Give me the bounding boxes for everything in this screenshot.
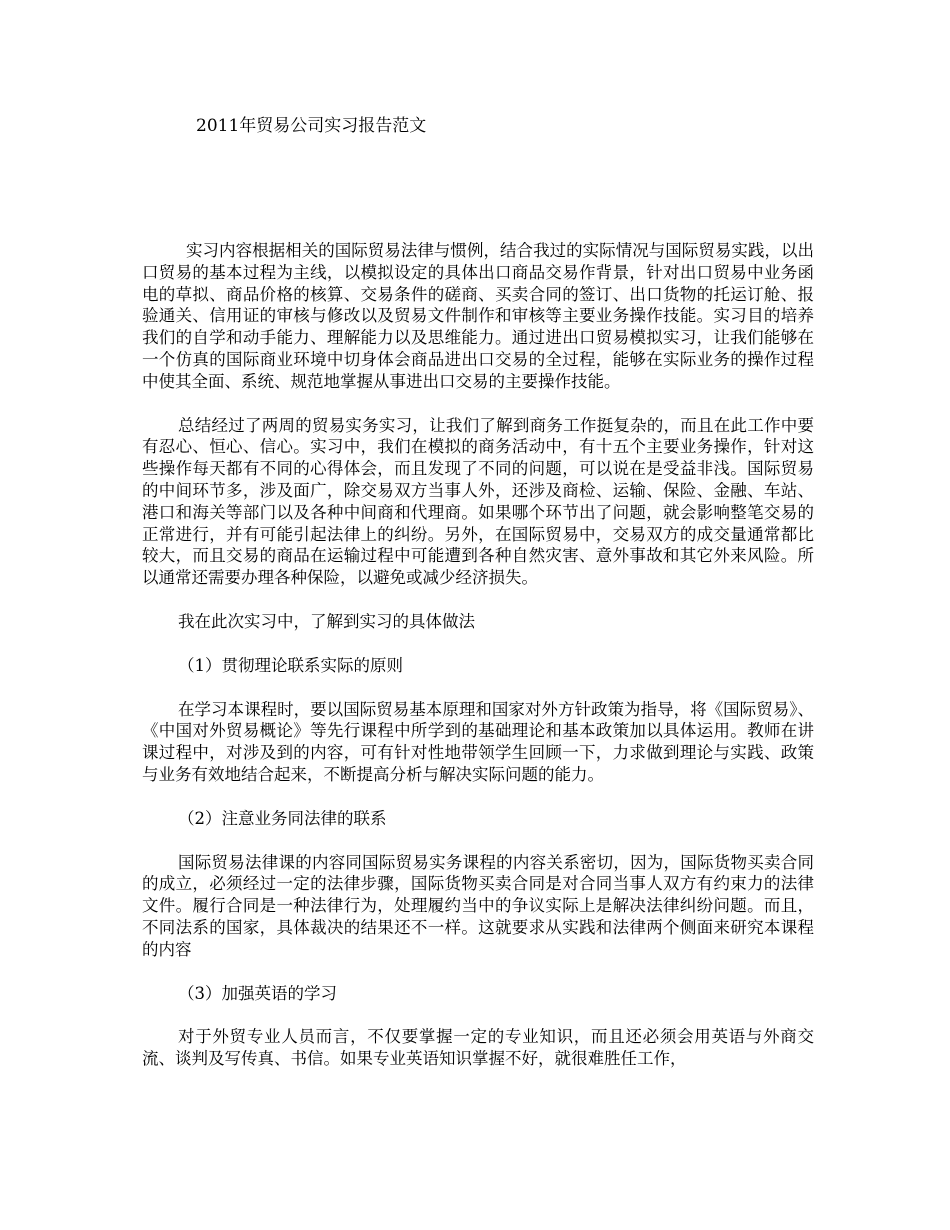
- section-heading-2: （2）注意业务同法律的联系: [178, 808, 387, 828]
- paragraph-section-2: 国际贸易法律课的内容同国际贸易实务课程的内容关系密切，因为，国际货物买卖合同的成立，必须经过一定的法律步骤，国际货物买卖合同是对合同当事人双方有约束力的法律文件。履行合同是一种法律行为，处理履约当中的争议实际上是解决法律纠纷问题。而且，不同法系的国家，具体裁决的结果还不一样。这就要求从实践和法律两个侧面来研究本课程的内容: [142, 852, 814, 959]
- paragraph-method-intro: 我在此次实习中，了解到实习的具体做法: [178, 611, 475, 631]
- document-body: [142, 240, 814, 1092]
- paragraph-section-1: 在学习本课程时，要以国际贸易基本原理和国家对外方针政策为指导，将《国际贸易》、《中国对外贸易概论》等先行课程中所学到的基础理论和基本政策加以具体运用。教师在讲课过程中，对涉及到的内容，可有针对性地带领学生回顾一下，力求做到理论与实践、政策与业务有效地结合起来，不断提高分析与解决实际问题的能力。: [142, 699, 814, 784]
- section-heading-1: （1）贯彻理论联系实际的原则: [178, 655, 403, 675]
- paragraph-summary: 总结经过了两周的贸易实务实习，让我们了解到商务工作挺复杂的，而且在此工作中要有忍心、恒心、信心。实习中，我们在模拟的商务活动中，有十五个主要业务操作，针对这些操作每天都有不同的心得体会，而且发现了不同的问题，可以说在是受益非浅。国际贸易的中间环节多，涉及面广，除交易双方当事人外，还涉及商检、运输、保险、金融、车站、港口和海关等部门以及各种中间商和代理商。如果哪个环节出了问题，就会影响整笔交易的正常进行，并有可能引起法律上的纠纷。另外，在国际贸易中，交易双方的成交量通常都比较大，而且交易的商品在运输过程中可能遭到各种自然灾害、意外事故和其它外来风险。所以通常还需要办理各种保险，以避免或减少经济损失。: [142, 415, 814, 588]
- document-title: 2011年贸易公司实习报告范文: [196, 116, 427, 136]
- paragraph-practice-content: 实习内容根据相关的国际贸易法律与惯例，结合我过的实际情况与国际贸易实践，以出口贸易的基本过程为主线，以模拟设定的具体出口商品交易作背景，针对出口贸易中业务函电的草拟、商品价格的核算、交易条件的磋商、买卖合同的签订、出口货物的托运订舱、报验通关、信用证的审核与修改以及贸易文件制作和审核等主要业务操作技能。实习目的培养我们的自学和动手能力、理解能力以及思维能力。通过进出口贸易模拟实习，让我们能够在一个仿真的国际商业环境中切身体会商品进出口交易的全过程，能够在实际业务的操作过程中使其全面、系统、规范地掌握从事进出口交易的主要操作技能。: [142, 241, 814, 391]
- paragraph-section-3: 对于外贸专业人员而言，不仅要掌握一定的专业知识，而且还必须会用英语与外商交流、谈判及写传真、书信。如果专业英语知识掌握不好，就很难胜任工作，: [142, 1027, 814, 1069]
- section-heading-3: （3）加强英语的学习: [178, 983, 337, 1003]
